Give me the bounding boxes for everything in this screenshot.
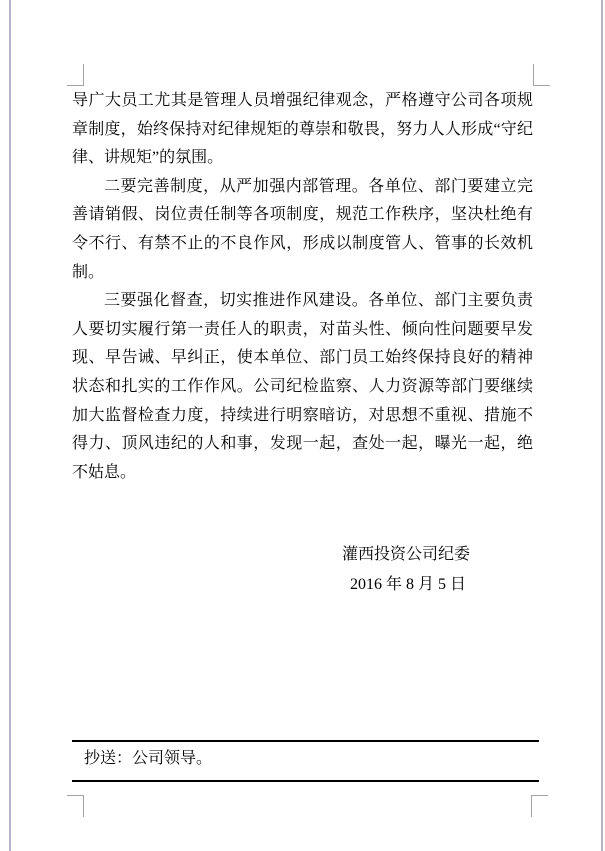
footer-divider-bottom xyxy=(72,780,539,782)
signature-name: 灌西投资公司纪委 xyxy=(342,546,471,563)
body-paragraph: 三要强化督查，切实推进作风建设。各单位、部门主要负责人要切实履行第一责任人的职责，对苗头性、倾向性问题要早发现、早告诫、早纠正，使本单位、部门员工始终保持良好的精神状态和扎实的工作作风。公司纪检监察、人力资源等部门要继续加大监督检查力度，持续进行明察暗访，对思想不重视、措施不得力、顶风违纪的人和事，发现一起，查处一起，曝光一起，绝不姑息。 xyxy=(72,292,533,481)
text-boundary-mark-top-right xyxy=(533,64,550,86)
footer-divider-top xyxy=(72,740,539,742)
page-right-edge xyxy=(601,0,603,851)
copy-to-note: 抄送：公司领导。 xyxy=(84,750,213,767)
signature-date: 2016 年 8 月 5 日 xyxy=(350,576,467,593)
text-boundary-mark-bottom-left xyxy=(67,795,84,817)
text-boundary-mark-bottom-right xyxy=(531,795,548,817)
page-left-edge xyxy=(9,0,11,851)
body-paragraph: 导广大员工尤其是管理人员增强纪律观念，严格遵守公司各项规章制度，始终保持对纪律规矩的尊崇和敬畏，努力人人形成“守纪律、讲规矩”的氛围。 xyxy=(72,92,533,167)
text-boundary-mark-top-left xyxy=(67,64,84,86)
body-paragraph: 二要完善制度，从严加强内部管理。各单位、部门要建立完善请销假、岗位责任制等各项制度，规范工作秩序，坚决杜绝有令不行、有禁不止的不良作风，形成以制度管人、管事的长效机制。 xyxy=(72,177,533,281)
document-body xyxy=(72,87,533,487)
